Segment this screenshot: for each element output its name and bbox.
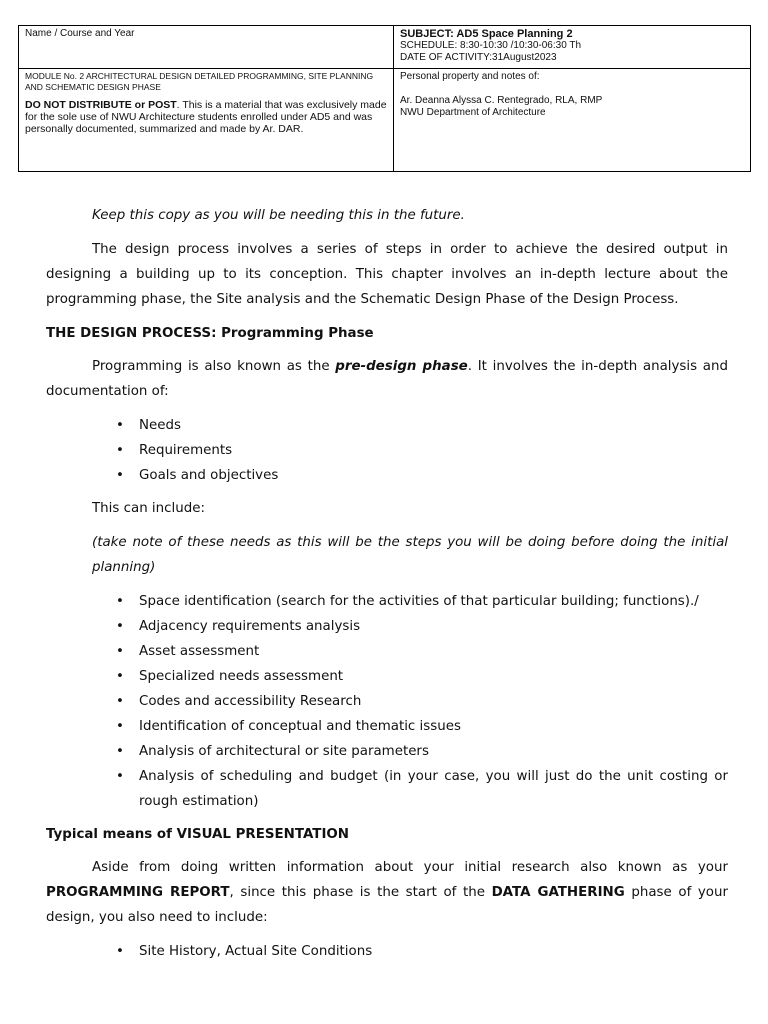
distribution-notice [25,99,387,135]
bullet-icon: • [116,769,124,784]
list-item: • Needs [46,413,728,438]
module-cell [19,69,394,172]
programming-phase-heading: THE DESIGN PROCESS: Programming Phase [46,326,374,341]
list-item: • Adjacency requirements analysis [46,614,728,639]
subject-cell [394,26,751,69]
aside-text-1: Aside from doing written information about your initial research also known as your [92,860,728,875]
needs-list [46,413,728,488]
name-course-label: Name / Course and Year [25,28,135,39]
property-label: Personal property and notes of: [400,71,540,82]
analysis-list [46,589,728,814]
aside-text-3: phase of your design, you also need to include: [46,885,728,925]
presentation-list [46,939,728,964]
bullet-icon: • [116,719,124,734]
bullet-icon: • [116,669,124,684]
list-item: • Codes and accessibility Research [46,689,728,714]
list-item: • Specialized needs assessment [46,664,728,689]
list-item: • Analysis of architectural or site parameters [46,739,728,764]
bullet-icon: • [116,944,124,959]
module-heading: ARCHITECTURAL DESIGN DETAILED PROGRAMMING, SITE PLANNING AND SCHEMATIC DESIGN PHASE [25,71,374,92]
visual-heading-emphasis: VISUAL PRESENTATION [176,827,350,842]
header-table [18,25,751,172]
bullet-icon: • [116,694,124,709]
list-item: • Space identification (search for the activities of that particular building; functions)./ [46,589,728,614]
programming-text-2: . It involves the in-depth analysis and documentation of: [46,359,728,399]
aside-paragraph [46,855,728,930]
programming-report-term: PROGRAMMING REPORT [46,885,230,900]
date-line: DATE OF ACTIVITY:31August2023 [400,52,557,63]
bullet-icon: • [116,619,124,634]
list-item: • Requirements [46,438,728,463]
property-cell [394,69,751,172]
department-name: NWU Department of Architecture [400,107,546,118]
visual-heading-text: Typical means of [46,827,177,842]
programming-text-1: Programming is also known as the [92,359,336,374]
bullet-icon: • [116,744,124,759]
pre-design-phase-term: pre-design phase [335,359,468,374]
list-item: • Goals and objectives [46,463,728,488]
intro-paragraph: The design process involves a series of steps in order to achieve the desired output in designing a building up to its conception. This chapter involves an in-depth lecture about the programming phase, the Site analysis and the Schematic Design Phase of the Design Process. [46,242,728,307]
programming-paragraph [46,354,728,404]
list-item: • Analysis of scheduling and budget (in your case, you will just do the unit costing or rough estimation) [46,764,728,814]
name-course-cell [19,26,394,69]
bullet-icon: • [116,468,124,483]
take-note-paragraph: (take note of these needs as this will be the steps you will be doing before doing the initial planning) [92,535,728,575]
module-title [25,71,387,93]
owner-name: Ar. Deanna Alyssa C. Rentegrado, RLA, RMP [400,95,603,106]
module-number: MODULE No. 2 [25,71,86,81]
schedule-line: SCHEDULE: 8:30-10:30 /10:30-06:30 Th [400,40,582,51]
list-item: • Site History, Actual Site Conditions [46,939,728,964]
aside-text-2: , since this phase is the start of the [229,885,492,900]
do-not-distribute-label: DO NOT DISTRIBUTE or POST [25,99,177,111]
subject-line: SUBJECT: AD5 Space Planning 2 [400,28,573,40]
keep-copy-note: Keep this copy as you will be needing this in the future. [92,208,465,223]
list-item: • Asset assessment [46,639,728,664]
bullet-icon: • [116,594,124,609]
data-gathering-term: DATA GATHERING [491,885,625,900]
document-body [46,203,728,972]
distribution-notice-text: . This is a material that was exclusively made for the sole use of NWU Architecture students enrolled under AD5 and was personally documented, summarized and made by Ar. DAR. [25,99,387,135]
list-item: • Identification of conceptual and thematic issues [46,714,728,739]
bullet-icon: • [116,418,124,433]
bullet-icon: • [116,443,124,458]
can-include-label: This can include: [92,501,205,516]
bullet-icon: • [116,644,124,659]
visual-presentation-heading [46,822,728,847]
